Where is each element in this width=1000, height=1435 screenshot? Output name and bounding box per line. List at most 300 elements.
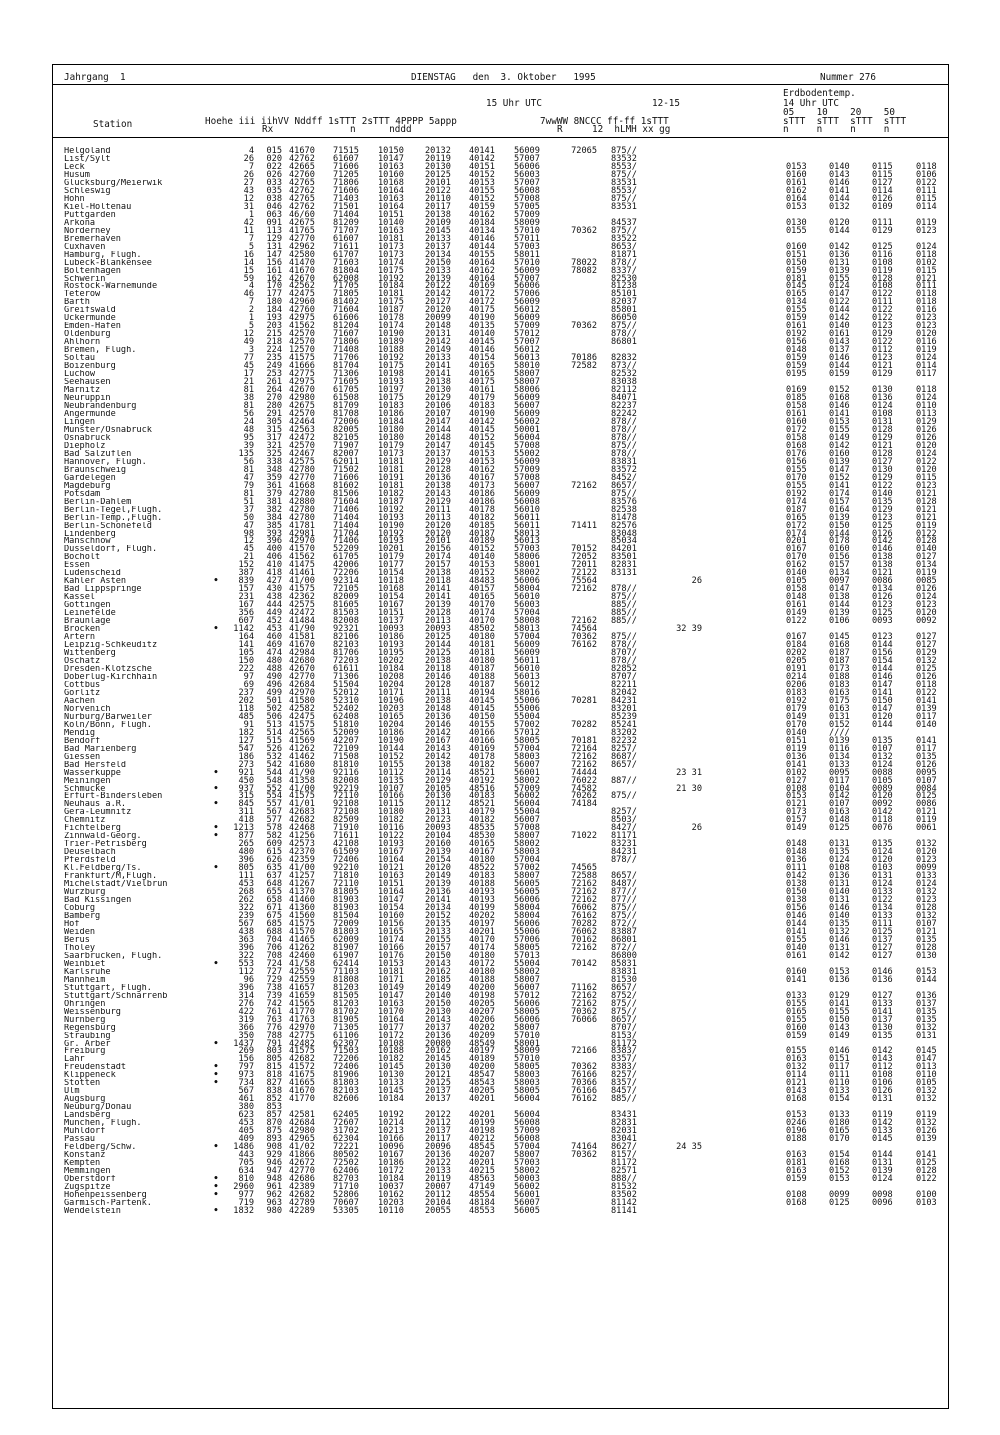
obs-group: 490 xyxy=(266,671,282,682)
table-row xyxy=(64,745,944,753)
station-name: Gardelegen xyxy=(64,473,116,483)
obs-group: 10137 xyxy=(378,616,404,627)
station-name: Bocholt xyxy=(64,553,101,562)
obs-group: 20147 xyxy=(425,416,451,427)
obs-group: 40198 xyxy=(469,990,495,1001)
obs-group: 10173 xyxy=(378,249,404,260)
soil-temp-value: 0149 xyxy=(786,608,807,619)
obs-group: 10182 xyxy=(378,488,404,499)
obs-group: 20136 xyxy=(425,887,451,898)
obs-group: 20150 xyxy=(425,998,451,1009)
cloud-group: 8752/ xyxy=(611,990,637,1001)
weather-group: 71162 xyxy=(571,982,597,993)
soil-temp-value: 0117 xyxy=(829,1062,850,1073)
obs-group: 40166 xyxy=(469,727,495,738)
obs-group: 10177 xyxy=(378,1022,404,1033)
obs-group: 58005 xyxy=(514,1062,540,1073)
obs-group: 42559 xyxy=(289,974,315,985)
station-name: Bad Salzuflen xyxy=(64,449,132,459)
table-row xyxy=(64,450,944,458)
obs-group: 635 xyxy=(266,863,282,874)
obs-group: 56007 xyxy=(514,759,540,770)
soil-temp-value: 0181 xyxy=(786,1158,807,1169)
obs-group: 325 xyxy=(266,448,282,459)
obs-group: 48522 xyxy=(469,863,495,874)
station-name: Teterow xyxy=(64,290,101,299)
cloud-group: 82576 xyxy=(611,520,637,531)
soil-temp-value: 0147 xyxy=(829,464,850,475)
mountain-marker: • xyxy=(213,1181,219,1192)
obs-group: 58006 xyxy=(514,385,540,396)
obs-group: 42780 xyxy=(289,488,315,499)
obs-group: 10118 xyxy=(378,576,404,587)
soil-temp-value: 0160 xyxy=(786,241,807,252)
obs-group: 57009 xyxy=(514,209,540,220)
weather-group: 74565 xyxy=(571,863,597,874)
soil-temp-value: 0129 xyxy=(872,472,893,483)
soil-temp-value: 0107 xyxy=(829,799,850,810)
soil-temp-value: 0105 xyxy=(872,775,893,786)
table-row xyxy=(64,1063,944,1071)
obs-group: 577 xyxy=(266,815,282,826)
soil-temp-value: 0120 xyxy=(916,329,937,340)
obs-group: 729 xyxy=(266,974,282,985)
weather-group: 72162 xyxy=(571,998,597,1009)
station-elevation: 27 xyxy=(243,177,254,188)
obs-group: 41/58 xyxy=(289,958,315,969)
station-name: Kahler Asten xyxy=(64,577,127,586)
obs-group: 41465 xyxy=(289,934,315,945)
obs-group: 10164 xyxy=(378,1014,404,1025)
soil-temp-value: 0132 xyxy=(829,926,850,937)
station-elevation: 634 xyxy=(238,1166,254,1176)
soil-temp-value: 0136 xyxy=(916,990,937,1001)
station-name: Bad Kissingen xyxy=(64,896,132,905)
soil-temp-value: 0144 xyxy=(829,361,850,372)
table-row xyxy=(64,1143,944,1151)
obs-group: 57007 xyxy=(514,153,540,164)
soil-temp-value: 0160 xyxy=(829,448,850,459)
obs-group: 20128 xyxy=(425,608,451,619)
obs-group: 20129 xyxy=(425,393,451,404)
obs-group: 57008 xyxy=(514,440,540,451)
obs-group: 10163 xyxy=(378,998,404,1009)
obs-group: 291 xyxy=(266,408,282,419)
obs-group: 40165 xyxy=(469,839,495,850)
station-elevation: 157 xyxy=(238,584,254,595)
cloud-group: 85801 xyxy=(611,305,637,316)
soil-temp-value: 0112 xyxy=(872,1062,893,1073)
soil-temp-value: 0129 xyxy=(872,329,893,340)
obs-group: 71707 xyxy=(333,225,359,236)
obs-group: 20137 xyxy=(425,1094,451,1105)
soil-temp-value: 0129 xyxy=(916,648,937,659)
soil-temp-value: 0122 xyxy=(916,687,937,698)
obs-group: 42775 xyxy=(289,1030,315,1041)
soil-temp-value: 0144 xyxy=(872,663,893,674)
cloud-group: 83501 xyxy=(611,552,637,563)
obs-group: 10203 xyxy=(378,1197,404,1208)
mountain-marker: • xyxy=(213,799,219,810)
weather-group: 76062 xyxy=(571,926,597,937)
cloud-group: 83831 xyxy=(611,966,637,977)
cloud-group: 82242 xyxy=(611,408,637,419)
soil-temp-value: 0118 xyxy=(916,385,937,396)
weather-group: 74564 xyxy=(571,624,597,635)
obs-group: 40155 xyxy=(469,249,495,260)
station-elevation: 95 xyxy=(243,432,254,443)
soil-temp-title: Erdbodentemp. xyxy=(783,88,856,99)
soil-temp-value: 0181 xyxy=(786,273,807,284)
station-name: Artern xyxy=(64,633,96,642)
soil-temp-value: 0150 xyxy=(829,520,850,531)
soil-temp-value: 0120 xyxy=(916,464,937,475)
obs-group: 10168 xyxy=(378,177,404,188)
station-elevation: 31 xyxy=(243,201,254,212)
soil-temp-value: 0126 xyxy=(872,193,893,204)
soil-temp-value: 0140 xyxy=(829,911,850,921)
obs-group: 20093 xyxy=(425,624,451,635)
soil-temp-value: 0141 xyxy=(829,998,850,1009)
soil-temp-value: 0192 xyxy=(786,329,807,340)
obs-group: 10190 xyxy=(378,520,404,531)
table-row xyxy=(64,1207,944,1215)
obs-group: 20113 xyxy=(425,512,451,523)
obs-group: 41665 xyxy=(289,1078,315,1089)
table-row xyxy=(64,1103,944,1111)
obs-group: 10172 xyxy=(378,1030,404,1041)
soil-temp-value: 0168 xyxy=(829,393,850,404)
table-row xyxy=(64,609,944,617)
obs-group: 20136 xyxy=(425,1030,451,1041)
obs-group: 40153 xyxy=(469,448,495,459)
soil-temp-value: 0158 xyxy=(786,401,807,411)
cloud-group: 875// xyxy=(611,488,637,499)
soil-temp-value: 0174 xyxy=(786,528,807,539)
station-elevation: 45 xyxy=(243,544,254,555)
table-row xyxy=(64,537,944,545)
obs-group: 10196 xyxy=(378,695,404,706)
soil-temp-value: 0118 xyxy=(916,249,937,260)
obs-group: 42680 xyxy=(289,656,315,666)
soil-temp-value: 0108 xyxy=(786,783,807,794)
soil-temp-value: 0132 xyxy=(786,1062,807,1073)
obs-group: 41670 xyxy=(289,1086,315,1097)
obs-group: 761 xyxy=(266,1006,282,1017)
table-row xyxy=(64,960,944,968)
station-name: Bremerhaven xyxy=(64,234,121,244)
soil-temp-value: 0138 xyxy=(786,895,807,906)
obs-group: 72105 xyxy=(333,584,359,595)
obs-group: 42682 xyxy=(289,815,315,826)
obs-group: 57008 xyxy=(514,823,540,834)
table-row xyxy=(64,187,944,195)
obs-group: 40175 xyxy=(469,377,495,388)
soil-temp-value: 0149 xyxy=(786,711,807,722)
weather-group: 70362 xyxy=(571,321,597,332)
cloud-group: 84201 xyxy=(611,544,637,555)
obs-group: 56001 xyxy=(514,1189,540,1200)
obs-group: 40181 xyxy=(469,640,495,651)
mountain-marker: • xyxy=(213,831,219,842)
station-elevation: 973 xyxy=(238,1070,254,1081)
obs-group: 42682 xyxy=(289,1189,315,1200)
obs-group: 321 xyxy=(266,440,282,451)
soil-temp-value: 0126 xyxy=(872,1086,893,1097)
obs-group: 10147 xyxy=(378,895,404,906)
station-elevation: 839 xyxy=(238,576,254,587)
soil-temp-value: 0176 xyxy=(786,448,807,459)
obs-group: 70607 xyxy=(333,1197,359,1208)
obs-group: 81505 xyxy=(333,990,359,1001)
obs-group: 62304 xyxy=(333,1134,359,1145)
obs-group: 71408 xyxy=(333,345,359,356)
station-name: Feldberg/Schw. xyxy=(64,1143,137,1152)
obs-group: 57005 xyxy=(514,201,540,212)
obs-group: 10189 xyxy=(378,337,404,348)
date-label: DIENSTAG den 3. Oktober 1995 xyxy=(411,72,596,83)
soil-temp-value: 0146 xyxy=(872,544,893,555)
weather-group: 74582 xyxy=(571,783,597,794)
obs-group: 56010 xyxy=(514,663,540,674)
obs-group: 20129 xyxy=(425,775,451,786)
obs-group: 40201 xyxy=(469,926,495,937)
obs-group: 460 xyxy=(266,632,282,643)
obs-group: 56006 xyxy=(514,918,540,929)
cloud-group: 878// xyxy=(611,424,637,435)
obs-group: 40154 xyxy=(469,353,495,364)
obs-group: 20150 xyxy=(425,950,451,961)
obs-group: 42482 xyxy=(289,1038,315,1049)
obs-group: 41675 xyxy=(289,1070,315,1081)
obs-group: 42975 xyxy=(289,313,315,324)
soil-temp-value: 0113 xyxy=(916,408,937,419)
soil-temp-value: 0172 xyxy=(786,520,807,531)
table-row xyxy=(64,888,944,896)
obs-group: 526 xyxy=(266,743,282,754)
obs-group: 10186 xyxy=(378,1158,404,1169)
soil-temp-value: 0127 xyxy=(916,640,937,651)
station-name: Memmingen xyxy=(64,1167,111,1176)
obs-group: 20007 xyxy=(425,1181,451,1192)
soil-temp-value: 0144 xyxy=(829,528,850,539)
obs-group: 20133 xyxy=(425,353,451,364)
obs-group: 40183 xyxy=(469,401,495,411)
station-elevation: 268 xyxy=(238,887,254,898)
obs-group: 61705 xyxy=(333,385,359,396)
obs-group: 046 xyxy=(266,201,282,212)
obs-group: 41680 xyxy=(289,759,315,770)
station-elevation: 1 xyxy=(248,209,254,220)
station-elevation: 315 xyxy=(238,791,254,802)
soil-temp-value: 0114 xyxy=(916,201,937,212)
obs-group: 20109 xyxy=(425,217,451,228)
weather-group: 71022 xyxy=(571,831,597,842)
obs-group: 41/90 xyxy=(289,767,315,778)
table-row xyxy=(64,211,944,219)
weather-group: 75564 xyxy=(571,576,597,587)
soil-temp-value: 0160 xyxy=(829,544,850,555)
obs-group: 42472 xyxy=(289,608,315,619)
station-elevation: 607 xyxy=(238,616,254,627)
obs-group: 637 xyxy=(266,871,282,882)
obs-group: 42559 xyxy=(289,966,315,977)
table-row xyxy=(64,346,944,354)
station-name: Lahr xyxy=(64,1055,85,1064)
obs-group: 42670 xyxy=(289,663,315,674)
station-name: Schwerin xyxy=(64,274,106,283)
obs-group: 40174 xyxy=(469,942,495,953)
obs-group: 41570 xyxy=(289,926,315,937)
mountain-marker: • xyxy=(213,823,219,834)
cloud-group: 888// xyxy=(611,1173,637,1184)
weather-group: 70362 xyxy=(571,225,597,236)
station-name: Oldenburg xyxy=(64,330,111,339)
station-name: Chemnitz xyxy=(64,816,106,825)
weather-group: 78022 xyxy=(571,257,597,268)
station-elevation: 182 xyxy=(238,727,254,738)
soil-temp-value: 0122 xyxy=(872,313,893,324)
obs-group: 42108 xyxy=(333,839,359,850)
obs-group: 20143 xyxy=(425,488,451,499)
soil-temp-value: 0156 xyxy=(786,903,807,914)
table-row xyxy=(64,1151,944,1159)
soil-temp-value: 0135 xyxy=(872,496,893,507)
soil-temp-value: 0152 xyxy=(829,1166,850,1176)
soil-temp-value: 0156 xyxy=(872,648,893,659)
obs-group: 42980 xyxy=(289,393,315,404)
cloud-group: 83532 xyxy=(611,153,637,164)
obs-group: 170 xyxy=(266,281,282,292)
obs-group: 57007 xyxy=(514,337,540,348)
obs-group: 42765 xyxy=(289,177,315,188)
station-name: Freudenstadt xyxy=(64,1063,127,1072)
soil-temp-value: 0183 xyxy=(829,679,850,690)
soil-temp-value: 0135 xyxy=(916,751,937,762)
station-elevation: 24 xyxy=(243,416,254,427)
obs-group: 56004 xyxy=(514,1110,540,1121)
table-row xyxy=(64,761,944,769)
soil-temp-value: 0113 xyxy=(916,1062,937,1073)
obs-group: 20142 xyxy=(425,289,451,300)
obs-group: 20162 xyxy=(425,966,451,977)
obs-group: 40187 xyxy=(469,528,495,539)
obs-group: 10191 xyxy=(378,472,404,483)
soil-temp-value: 0108 xyxy=(786,1189,807,1200)
soil-temp-value: 0135 xyxy=(916,1006,937,1017)
table-row xyxy=(64,466,944,474)
obs-group: 72406 xyxy=(333,855,359,866)
obs-group: 738 xyxy=(266,982,282,993)
table-row xyxy=(64,840,944,848)
obs-group: 10188 xyxy=(378,1046,404,1057)
soil-temp-value: 0124 xyxy=(872,759,893,770)
soil-temp-value: 0132 xyxy=(872,751,893,762)
cloud-group: 8657/ xyxy=(611,871,637,882)
obs-group: 42460 xyxy=(289,950,315,961)
cloud-group: 81172 xyxy=(611,1158,637,1169)
obs-group: 10162 xyxy=(378,1189,404,1200)
soil-temp-value: 0188 xyxy=(829,671,850,682)
obs-group: 41575 xyxy=(289,353,315,364)
soil-temp-value: 0133 xyxy=(786,990,807,1001)
soil-temp-value: 0135 xyxy=(872,1030,893,1041)
obs-group: 10193 xyxy=(378,640,404,651)
station-name: List/Sylt xyxy=(64,154,111,164)
soil-temp-value: 0130 xyxy=(786,217,807,228)
obs-group: 10116 xyxy=(378,823,404,834)
obs-group: 40182 xyxy=(469,815,495,826)
soil-temp-value: 0119 xyxy=(916,568,937,579)
obs-group: 875 xyxy=(266,1126,282,1137)
obs-group: 56008 xyxy=(514,185,540,196)
obs-group: 58007 xyxy=(514,377,540,388)
obs-group: 20130 xyxy=(425,161,451,172)
obs-group: 56013 xyxy=(514,536,540,547)
obs-group: 40146 xyxy=(469,345,495,356)
cloud-group: 81530 xyxy=(611,974,637,985)
station-elevation: 79 xyxy=(243,480,254,491)
station-elevation: 202 xyxy=(238,695,254,706)
obs-group: 82703 xyxy=(333,1173,359,1184)
obs-group: 033 xyxy=(266,177,282,188)
cloud-group: 878// xyxy=(611,855,637,866)
obs-group: 20107 xyxy=(425,408,451,419)
soil-temp-value: 0139 xyxy=(829,456,850,467)
soil-temp-value: 0150 xyxy=(786,257,807,268)
obs-group: 42575 xyxy=(289,456,315,467)
station-name: Ulm xyxy=(64,1087,80,1096)
soil-temp-value: 0139 xyxy=(829,265,850,276)
obs-group: 20141 xyxy=(425,592,451,603)
soil-temp-value: 0145 xyxy=(872,1134,893,1145)
station-elevation: 311 xyxy=(238,807,254,818)
soil-temp-value: 0105 xyxy=(786,576,807,587)
obs-group: 449 xyxy=(266,608,282,619)
obs-group: 20154 xyxy=(425,855,451,866)
obs-group: 10181 xyxy=(378,233,404,244)
obs-group: 671 xyxy=(266,903,282,914)
obs-group: 40186 xyxy=(469,488,495,499)
cloud-group: 8157/ xyxy=(611,1150,637,1161)
soil-temp-value: 0153 xyxy=(786,1110,807,1121)
soil-temp-value: 0142 xyxy=(829,791,850,802)
obs-group: 20136 xyxy=(425,711,451,722)
obs-time-label: 15 Uhr UTC xyxy=(486,98,542,109)
soil-temp-value: 0142 xyxy=(786,871,807,882)
soil-temp-value: 0127 xyxy=(916,552,937,563)
station-elevation: 231 xyxy=(238,592,254,603)
obs-group: 41575 xyxy=(289,918,315,929)
soil-temp-value: 0161 xyxy=(829,329,850,340)
soil-temp-value: 0122 xyxy=(872,895,893,906)
soil-temp-value: 0134 xyxy=(872,584,893,595)
obs-group: 038 xyxy=(266,193,282,204)
obs-group: 42686 xyxy=(289,1173,315,1184)
soil-temp-value: 0116 xyxy=(916,337,937,348)
obs-group: 41866 xyxy=(289,1150,315,1161)
obs-group: 400 xyxy=(266,544,282,555)
obs-group: 20130 xyxy=(425,1062,451,1073)
station-elevation: 409 xyxy=(238,1134,254,1145)
obs-group: 253 xyxy=(266,369,282,380)
obs-group: 10096 xyxy=(378,1142,404,1153)
soil-temp-value: 0152 xyxy=(829,719,850,730)
station-elevation: 553 xyxy=(238,958,254,969)
station-name: Berlin-Dahlem xyxy=(64,497,132,507)
soil-temp-value: 0136 xyxy=(829,974,850,985)
soil-temp-value: 0124 xyxy=(916,241,937,252)
